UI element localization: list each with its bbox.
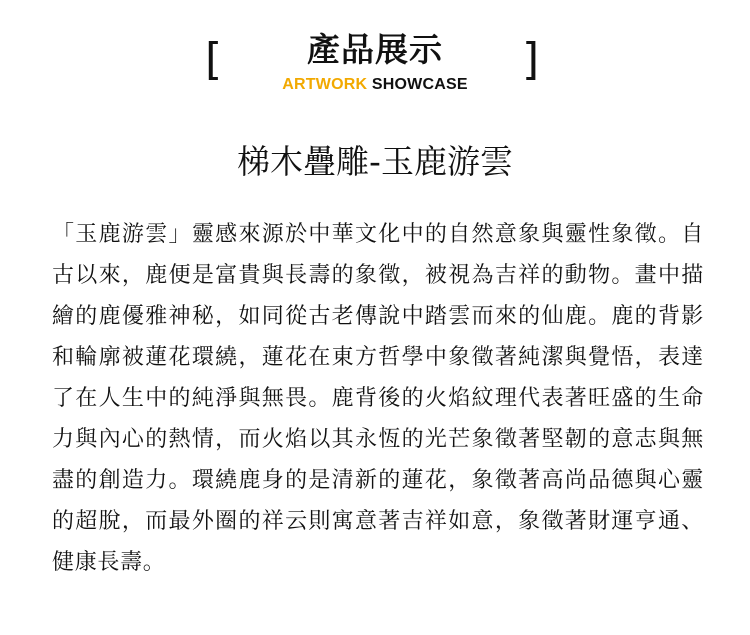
section-title: 產品展示 [307,30,443,69]
product-description: 「玉鹿游雲」靈感來源於中華文化中的自然意象與靈性象徵。自古以來，鹿便是富貴與長壽的象徵，被視為吉祥的動物。畫中描繪的鹿優雅神秘，如同從古老傳說中踏雲而來的仙鹿。鹿的背影和輪廓被蓮花環繞，蓮花在東方哲學中象徵著純潔與覺悟，表達了在人生中的純淨與無畏。鹿背後的火焰紋理代表著旺盛的生命力與內心的熱情，而火焰以其永恆的光芒象徵著堅韌的意志與無盡的創造力。環繞鹿身的是清新的蓮花，象徵著高尚品德與心靈的超脫，而最外圈的祥云則寓意著吉祥如意，象徵著財運亨通、健康長壽。 [52,222,704,575]
product-title: 梯木疊雕-玉鹿游雲 [237,142,513,181]
section-subtitle [0,76,750,94]
subtitle-text: SHOWCASE [371,76,468,93]
subtitle-accent-text: ARTWORK [282,76,368,93]
right-bracket: ] [522,34,540,85]
left-bracket: [ [205,34,223,85]
section-header [0,0,750,110]
